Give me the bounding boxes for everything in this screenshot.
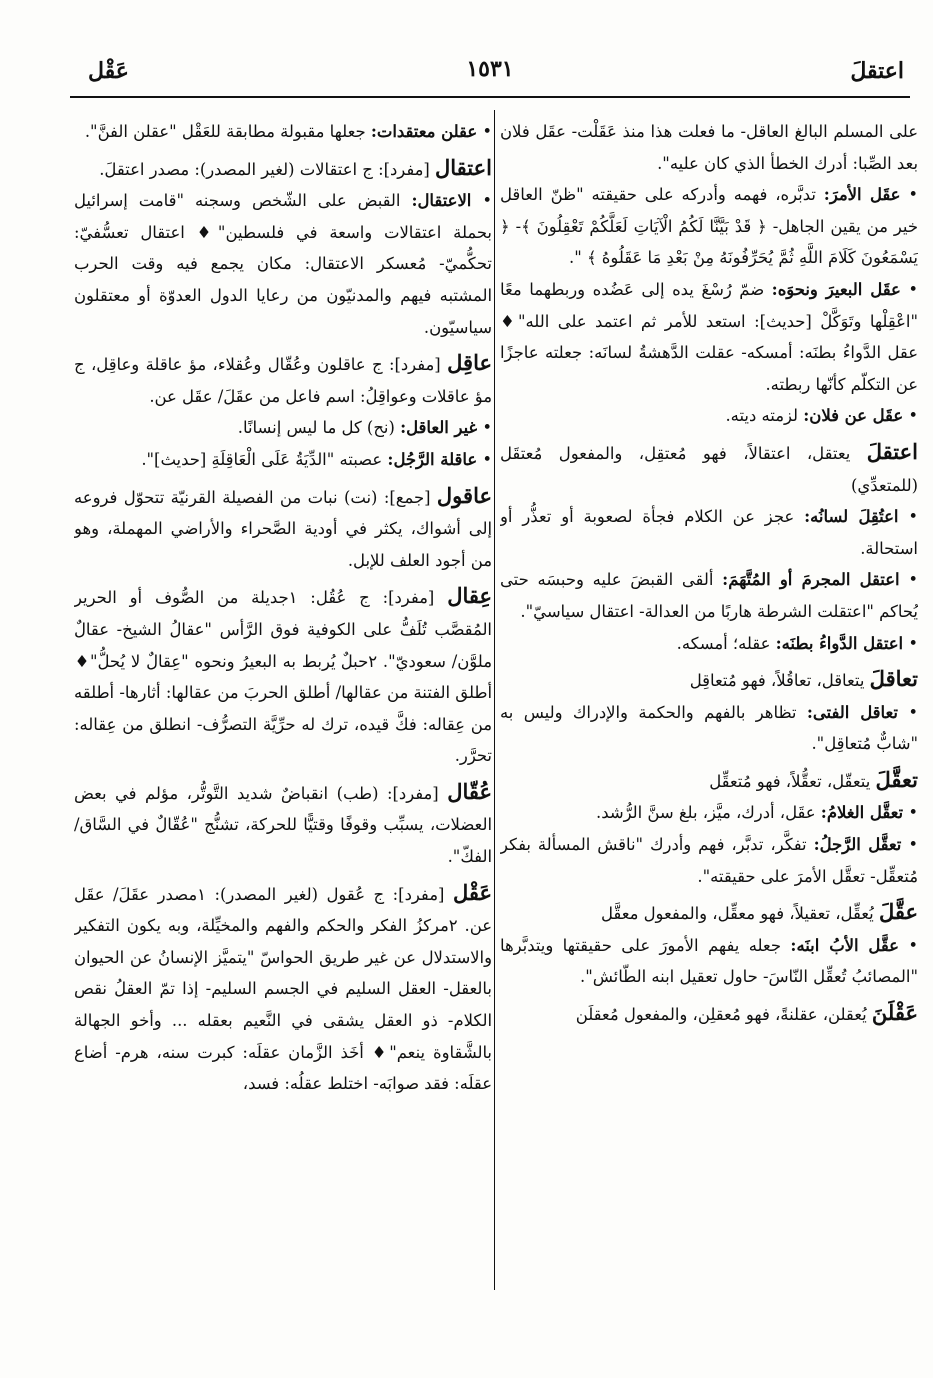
dictionary-entry — [74, 480, 492, 577]
entry-definition: على المسلم البالغ العاقل- ما فعلت هذا منذ عَقَلْت- عقَل فلان بعد الصِّبا: أدرك الخطأ الذي كان عليه". — [500, 122, 918, 173]
entry-definition: (نح) كل ما ليس إنسانًا. — [237, 418, 395, 438]
entry-headword: عقَل الأمرَ: — [823, 185, 901, 205]
entry-definition: عجز عن الكلام فجأة لصعوبة أو تعذُّر أو استحالة. — [500, 507, 918, 558]
entry-headword: اعتُقِلَ لسانُه: — [804, 507, 899, 527]
entry-headword: تعقَّل الرَّجلُ: — [813, 835, 902, 855]
entry-definition: [مفرد]: ج عُقُل: ١جديلة من الصُّوف أو الحرير المُقصَّب تُلَفُّ على الكوفية فوق الرَّأس "عقالُ الشيخ- عقالٌ ملوَّن/ سعوديّ". ٢حبلٌ يُربط به البعيرُ ونحوه "عِقالٌ لا يُحلُّ"♦ أطلق الفتنة من عقالها/ أطلق الحربَ من عقالها: أثارها- أطلقه من عِقاله: فكَّ قيده، ترك له حرِّيَّة التصرُّف- انطلق من عِقاله: تحرَّر. — [74, 588, 492, 766]
entry-definition: القبض على الشّخص وسجنه "قامت إسرائيل بحملة اعتقالات واسعة في فلسطين"♦ اعتقال تعسُّفيّ: تحكُّميّ- مُعسكر الاعتقال: مكان يجمع فيه وقت الحرب المشتبه فيهم والمدنيّون من رعايا الدول العدوّة أو معتقلون سياسيّون. — [74, 191, 492, 337]
entry-definition: عقله؛ أمسكه. — [676, 633, 771, 653]
entry-definition: يُعقلن، عقلنةً، فهو مُعقلِن، والمفعول مُعقلَن — [575, 1005, 867, 1025]
page-header — [70, 52, 910, 92]
dictionary-entry — [74, 877, 492, 1100]
entry-headword: عقَّل الأبُ ابنَه: — [790, 935, 899, 955]
entry-headword: اعتقلَ — [866, 438, 918, 464]
page-number: ١٥٣١ — [466, 56, 514, 82]
entry-headword: عَقْلَنَ — [871, 1000, 918, 1026]
entry-headword: عُقّال — [447, 778, 492, 804]
column-divider — [494, 110, 495, 1290]
entry-definition: تظاهر بالفهم والحكمة والإدراك وليس به "شابٌّ مُتعاقِل". — [500, 702, 918, 754]
dictionary-sense — [500, 274, 918, 400]
entry-definition: ألقى القبضَ عليه وحبسَه حتى يُحاكم "اعتقلت الشرطة هاربًا من العدالة- اعتقال سياسيّ". — [500, 570, 918, 621]
dictionary-entry — [500, 663, 918, 697]
entry-definition: تفكَّر، تدبَّر، فهم وأدرك "ناقش المسألة بفكر مُتعقِّل- تعقَّل الأمرَ على حقيقته". — [500, 835, 918, 886]
dictionary-sense — [74, 444, 492, 476]
entry-definition: يتعقّل، تعقُّلاً، فهو مُتعقِّل — [709, 771, 871, 791]
entry-definition: عصبته "الدِّيَةُ عَلَى الْعَاقِلَةِ [حديث]". — [141, 449, 383, 469]
dictionary-entry — [500, 997, 918, 1031]
dictionary-sense — [74, 116, 492, 148]
entry-headword: عاقول — [436, 482, 492, 508]
entry-definition: جعله يفهم الأمورَ على حقيقتها ويتدبَّرها "المصائبُ تُعقِّل النّاسَ- حاول تعقيل ابنه الطّائش". — [500, 935, 918, 987]
entry-headword: تعقَّل الغلامُ: — [820, 803, 904, 823]
entry-headword: عاقِل — [447, 350, 492, 376]
entry-headword: تعاقل الفتى: — [806, 702, 898, 722]
entry-definition: يتعاقل، تعاقُلاً، فهو مُتعاقِل — [689, 671, 865, 691]
entry-headword: عقَل البعيرَ ونحوَه: — [771, 279, 901, 299]
left-column — [74, 116, 492, 1306]
entry-definition: [مفرد]: (طب) انقباضٌ شديد التَّوتُّر، مؤلم في بعض العضلات، يسبِّب وقوفًا وقتيًّا للحركة، تشنُّج "عُقّالٌ في السَّاق/ الفكّ". — [74, 783, 492, 867]
dictionary-entry — [500, 896, 918, 930]
dictionary-entry — [74, 152, 492, 186]
dictionary-sense — [500, 179, 918, 274]
entry-definition: يُعقِّل، تعقيلاً، فهو معقِّل، والمفعول معقَّل — [600, 904, 874, 924]
entry-definition: [جمع]: (نت) نبات من الفصيلة القرنيّة تتحوّل فروعه إلى أشواك، يكثر في أودية الصَّحراء والأراضي المهملة، وهو من أجود العلف للإبل. — [74, 487, 492, 570]
dictionary-sense — [500, 400, 918, 432]
dictionary-sense — [500, 697, 918, 760]
entry-headword: اعتقل الدَّواءُ بطنَه: — [775, 633, 904, 653]
right-column — [500, 116, 918, 1306]
header-rule — [70, 96, 910, 98]
dictionary-text — [500, 116, 918, 179]
dictionary-sense — [74, 412, 492, 444]
entry-headword: اعتقل المجرمَ أو المُتَّهَمَ: — [722, 570, 900, 590]
entry-headword: اعتقال — [435, 154, 492, 180]
dictionary-entry — [74, 776, 492, 873]
entry-definition: يعتقل، اعتقالاً، فهو مُعتقِل، والمفعول مُعتقَل (للمتعدِّي) — [500, 443, 918, 495]
dictionary-entry — [74, 580, 492, 772]
entry-headword: عقلن معتقدات: — [370, 122, 478, 141]
entry-definition: [مفرد]: ج عُقول (لغير المصدر): ١مصدر عقَلَ/ عقَل عن. ٢مركزُ الفكر والحكم والفهم والمخيِّلة، وبه يكون التفكير والاستدلال عن غير طريق الحواسّ "يتميَّز الإنسانُ عن الحيوان بالعقل- العقل السليم في الجسم السليم- إذا تمّ العقلُ نقص الكلام- ذو العقل يشقى في النَّعيم بعقله ... وأخو الجهالة بالشَّقاوة ينعم"♦ أخَذ الزَّمان عقلَه: كبرت سنه، هرم- أضاع عقلَه: فقد صوابَه- اختلط عقلُه: فسد، — [74, 884, 492, 1094]
entry-definition: [مفرد]: ج عاقلون وعُقّال وعُقلاء، مؤ عاقلة وعاقِل، ج مؤ عاقلات وعواقِلُ: اسم فاعل من عقَلَ/ عقَل عن. — [74, 355, 492, 406]
entry-definition: تدبَّره، فهمه وأدركه على حقيقته "ظنّ العاقل خير من يقين الجاهل- ﴿ قَدْ بَيَّنَّا لَكُمُ الْآيَاتِ لَعَلَّكُمْ تَعْقِلُونَ ﴾- ﴿ يَسْمَعُونَ كَلَامَ اللَّهِ ثُمَّ يُحَرِّفُونَهُ مِنْ بَعْدِ مَا عَقَلُوهُ ﴾ ". — [500, 185, 918, 268]
dictionary-sense — [74, 185, 492, 343]
dictionary-sense — [500, 564, 918, 627]
dictionary-sense — [500, 829, 918, 892]
dictionary-sense — [500, 501, 918, 564]
entry-headword: عِقال — [447, 583, 492, 609]
entry-definition: ضمّ رُسْغَ يده إلى عَضُده وربطهما معًا "اعْقِلْها وتَوَكَّلْ [حديث]: استعد للأمر ثم اعتمد على الله"♦ عقل الدَّواءُ بطنَه: أمسكه- عقلت الدَّهشةُ لسانَه: جعلته عاجزًا عن التكلّم كأنّها ربطته. — [500, 279, 918, 394]
entry-headword: غير العاقل: — [400, 418, 478, 438]
entry-definition: عقَل، أدرك، ميَّز، بلغ سنَّ الرُّشد. — [596, 803, 816, 823]
dictionary-entry — [500, 764, 918, 798]
dictionary-sense — [500, 797, 918, 829]
entry-headword: عقَل عن فلان: — [803, 406, 904, 426]
entry-definition: لزمته ديته. — [725, 406, 799, 426]
dictionary-entry — [500, 436, 918, 501]
header-guide-word-right: اعتقلَ — [850, 58, 904, 84]
dictionary-sense — [500, 930, 918, 993]
dictionary-entry — [74, 347, 492, 412]
entry-headword: عَقْل — [452, 879, 492, 905]
entry-headword: تعاقلَ — [869, 666, 918, 692]
header-guide-word-left: عَقْل — [88, 58, 129, 84]
entry-headword: عقَّلَ — [878, 899, 918, 925]
entry-headword: الاعتقال: — [411, 191, 472, 211]
entry-headword: عاقلة الرَّجُل: — [387, 449, 478, 469]
entry-headword: تعقَّلَ — [875, 766, 918, 792]
entry-definition: [مفرد]: ج اعتقالات (لغير المصدر): مصدر اعتقلَ. — [99, 159, 430, 179]
entry-definition: جعلها مقبولة مطابقة للعَقْل "عقلن الفنَّ". — [84, 122, 366, 141]
dictionary-sense — [500, 628, 918, 660]
